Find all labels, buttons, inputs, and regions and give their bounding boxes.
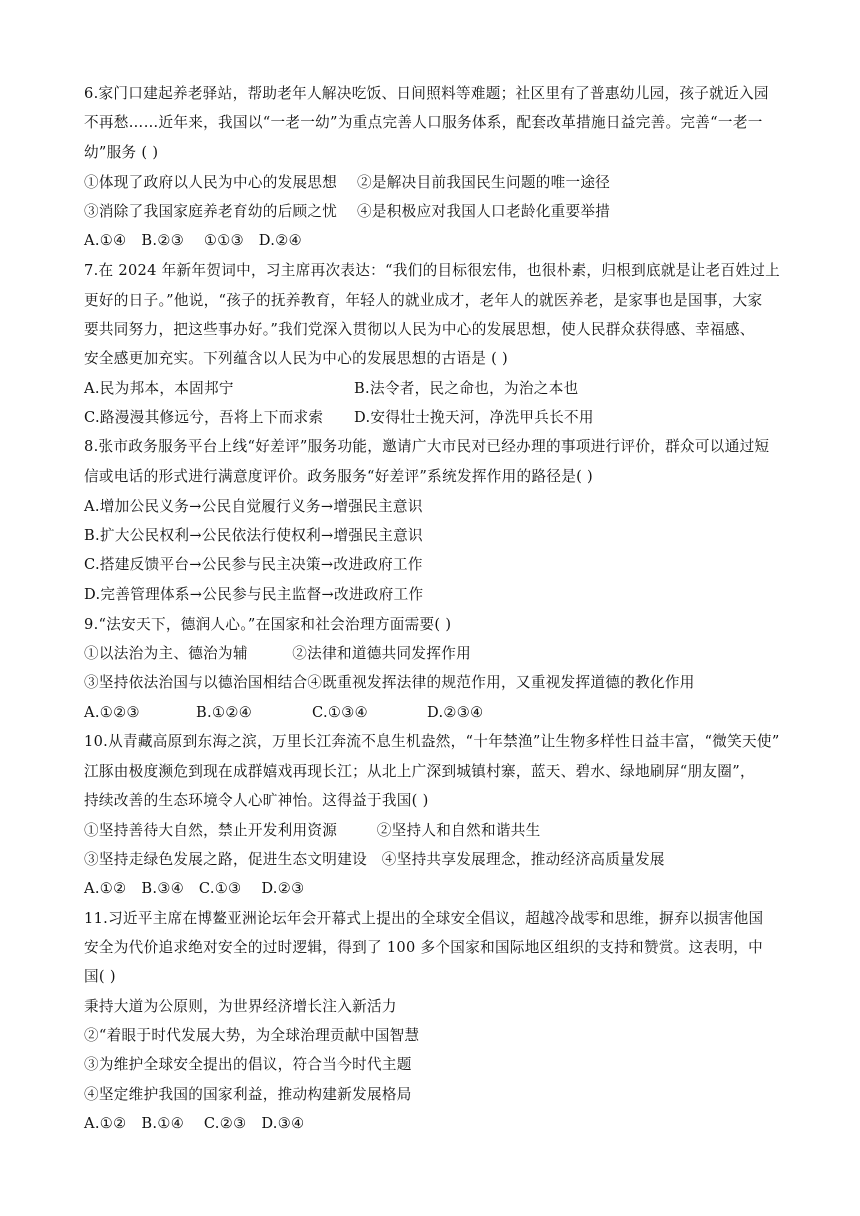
q7-stem-line-2: 更好的日子。”他说，“孩子的抚养教育，年轻人的就业成才，老年人的就医养老，是家事也是国事，大家: [84, 292, 763, 309]
q7-option-a: A.民为邦本，本固邦宁: [84, 380, 234, 397]
q8-option-b: B.扩大公民权利→公民依法行使权利→增强民主意识: [84, 527, 423, 544]
q11-stem-line-1: 11.习近平主席在博鳌亚洲论坛年会开幕式上提出的全球安全倡议，超越冷战零和思维，摒弃以损害他国: [84, 910, 764, 927]
q6-option-3: ③消除了我国家庭养老育幼的后顾之忧: [84, 203, 338, 220]
q7-stem-line-3: 要共同努力，把这些事办好。”我们党深入贯彻以人民为中心的发展思想，使人民群众获得感、幸福感、: [84, 321, 755, 338]
q8-stem-line-1: 8.张市政务服务平台上线“好差评”服务功能，邀请广大市民对已经办理的事项进行评价，群众可以通过短: [84, 438, 770, 455]
q9-answer-a: A.①②③: [84, 704, 140, 721]
q9-answer-b: B.①②④: [196, 704, 253, 721]
q10-stem-line-1: 10.从青藏高原到东海之滨，万里长江奔流不息生机盎然，“十年禁渔”让生物多样性日益丰富，“微笑天使”: [84, 733, 780, 750]
q6-stem-line-3: 幼”服务 ( ): [84, 144, 159, 161]
q8-stem-line-2: 信或电话的形式进行满意度评价。政务服务“好差评”系统发挥作用的路径是( ): [84, 468, 594, 485]
q6-option-2: ②是解决目前我国民生问题的唯一途径: [357, 174, 611, 191]
q6-option-1: ①体现了政府以人民为中心的发展思想: [84, 174, 338, 191]
q9-options-row-1: ①以法治为主、德治为辅 ②法律和道德共同发挥作用: [84, 645, 472, 662]
q7-option-d: D.安得壮士挽天河，净洗甲兵长不用: [354, 409, 594, 426]
q11-option-1: 秉持大道为公原则，为世界经济增长注入新活力: [84, 998, 397, 1015]
q7-option-b: B.法令者，民之命也，为治之本也: [354, 380, 579, 397]
q7-stem-line-4: 安全感更加充实。下列蕴含以人民为中心的发展思想的古语是 ( ): [84, 350, 508, 367]
q8-option-a: A.增加公民义务→公民自觉履行义务→增强民主意识: [84, 498, 423, 515]
q11-stem-line-3: 国( ): [84, 968, 116, 985]
q10-stem-line-2: 江豚由极度濒危到现在成群嬉戏再现长江；从北上广深到城镇村寨，蓝天、碧水、绿地刷屏“朋友圈”，: [84, 763, 755, 780]
q11-answer-choices: A.①② B.①④ C.②③ D.③④: [84, 1115, 305, 1132]
q8-option-c: C.搭建反馈平台→公民参与民主决策→改进政府工作: [84, 556, 423, 573]
q10-stem-line-3: 持续改善的生态环境令人心旷神怡。这得益于我国( ): [84, 792, 429, 809]
q8-option-d: D.完善管理体系→公民参与民主监督→改进政府工作: [84, 586, 424, 603]
q6-stem-line-1: 6.家门口建起养老驿站，帮助老年人解决吃饭、日间照料等难题；社区里有了普惠幼儿园，孩子就近入园: [84, 85, 769, 102]
q10-answer-choices: A.①② B.③④ C.①③ D.②③: [84, 880, 305, 897]
q11-option-4: ④坚定维护我国的国家利益，推动构建新发展格局: [84, 1086, 412, 1103]
q11-option-3: ③为维护全球安全提出的倡议，符合当今时代主题: [84, 1056, 412, 1073]
q6-option-4: ④是积极应对我国人口老龄化重要举措: [357, 203, 611, 220]
q9-options-row-2: ③坚持依法治国与以德治国相结合④既重视发挥法律的规范作用，又重视发挥道德的教化作用: [84, 674, 695, 691]
q9-stem-line-1: 9.“法安天下，德润人心。”在国家和社会治理方面需要( ): [84, 616, 452, 633]
q10-options-row-2: ③坚持走绿色发展之路，促进生态文明建设 ④坚持共享发展理念，推动经济高质量发展: [84, 851, 665, 868]
q6-stem-line-2: 不再愁……近年来，我国以“一老一幼”为重点完善人口服务体系，配套改革措施日益完善。完善“一老一: [84, 114, 763, 131]
q7-stem-line-1: 7.在 2024 年新年贺词中，习主席再次表达：“我们的目标很宏伟，也很朴素，归根到底就是让老百姓过上: [84, 262, 781, 279]
q9-answer-d: D.②③④: [427, 704, 484, 721]
q7-option-c: C.路漫漫其修远兮，吾将上下而求索: [84, 409, 324, 426]
q9-answer-c: C.①③④: [312, 704, 369, 721]
q6-answer-choices: A.①④ B.②③ ①①③ D.②④: [84, 232, 302, 249]
q10-options-row-1: ①坚持善待大自然，禁止开发利用资源 ②坚持人和自然和谐共生: [84, 822, 541, 839]
q11-stem-line-2: 安全为代价追求绝对安全的过时逻辑，得到了 100 多个国家和国际地区组织的支持和赞赏。这表明，中: [84, 939, 764, 956]
q11-option-2: ②“着眼于时代发展大势，为全球治理贡献中国智慧: [84, 1027, 420, 1044]
